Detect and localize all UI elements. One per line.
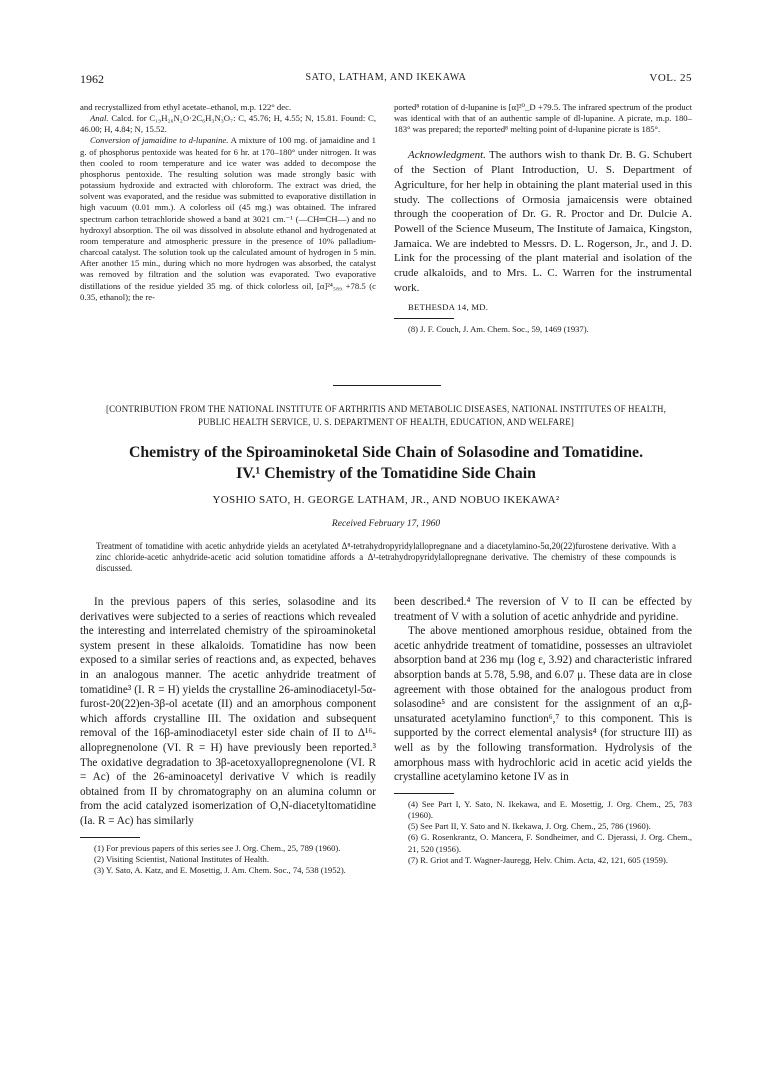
footnote: (4) See Part I, Y. Sato, N. Ikekawa, and E. Mosettig, J. Org. Chem., 25, 783 (1960). [408,798,692,820]
location-line: BETHESDA 14, MD. [408,301,489,312]
paragraph [80,113,376,135]
running-authors: SATO, LATHAM, AND IKEKAWA [305,72,467,83]
paragraph [80,135,376,302]
article-separator [333,385,441,386]
title-line: IV.¹ Chemistry of the Tomatidine Side Chain [236,464,536,482]
footnote-rule [394,793,454,794]
contribution-text: PUBLIC HEALTH SERVICE, U. S. DEPARTMENT OF HEALTH, EDUCATION, AND WELFARE] [198,417,574,428]
run-in-label: Conversion of jamaidine to d-lupanine. [90,135,229,146]
received-date: Received February 17, 1960 [331,519,441,529]
footnote: (7) R. Griot and T. Wagner-Jauregg, Helv. Chim. Acta, 42, 121, 605 (1959). [408,854,668,865]
footnote: (6) G. Rosenkrantz, O. Mancera, F. Sondheimer, and C. Djerassi, J. Org. Chem., 21, 520 (1956). [408,832,692,854]
abstract: Treatment of tomatidine with acetic anhydride yields an acetylated Δ⁸-tetrahydropyridylallopregnane and a diacetylamino-5α,20(22)furostene derivative. With a zinc chloride-acetic anhydride-acetic acid solution tomatidine affords a Δ¹-tetrahydropyridylallopregnane derivative. The chemistry of these compounds is discussed. [96,541,676,574]
footnote: (1) For previous papers of this series see J. Org. Chem., 25, 789 (1960). [94,842,341,853]
footnote-rule [394,318,454,319]
contribution-line [80,403,692,430]
body-left-column [80,595,376,876]
footnote: (5) See Part II, Y. Sato and N. Ikekawa, J. Org. Chem., 25, 786 (1960). [408,821,651,832]
footnote: (8) J. F. Couch, J. Am. Chem. Soc., 59, 1469 (1937). [408,323,589,334]
footnote: (2) Visiting Scientist, National Institutes of Health. [94,853,269,864]
paragraph: ported⁸ rotation of d-lupanine is [α]²⁰_D +79.5. The infrared spectrum of the product was identical with that of an authentic sample of dl-lupanine. A picrate, m.p. 180–183° was prepared; the reported⁸ melting point of d-lupanine picrate is 185°. [394,102,692,135]
article-title [80,443,692,484]
paragraph: and recrystallized from ethyl acetate–ethanol, m.p. 122° dec. [80,102,292,112]
acknowledgment-text: The authors wish to thank Dr. B. G. Schubert of the Section of Plant Introduction, U. S. Department of Agriculture, for her help in obtaining the plant material used in this study. The collections of Ormosia jamaicensis were obtained through the cooperation of Dr. G. R. Proctor and Dr. Dulcie A. Powell of the Science Museum, The Institute of Jamaica, Kingston, Jamaica. We are indebted to Messrs. D. L. Rogerson, Jr., and J. D. Link for the processing of the plant material and isolation of the crude alkaloids, and to Mrs. L. C. Warren for the instrumental work. [394,149,692,294]
footnote: (3) Y. Sato, A. Katz, and E. Mosettig, J. Am. Chem. Soc., 74, 538 (1952). [94,864,346,875]
running-header [80,72,692,88]
paragraph-text: A mixture of 100 mg. of jamaidine and 1 g. of phosphorus pentoxide was heated for 6 hr. at 170–180° under nitrogen. It was then cooled to room temperature and ice water was added to decompose the phosphorus pentoxide. The resulting solution was made strongly basic with potassium hydroxide and extracted with chloroform. The extract was dried, the solvent was evaporated, and the residue was submitted to evaporative distillation in high vacuum (0.01 mm.). A colorless oil (45 mg.) was obtained. The infrared spectrum carbon tetrachloride showed a band at 3021 cm.⁻¹ (—CH═CH—) and no hydroxyl absorption. The oil was dissolved in absolute ethanol and hydrogenated at room temperature and atmospheric pressure in the presence of 10% palladium-charcoal catalyst. The solution took up the calculated amount of hydrogen in 5 min. After another 15 min., during which no more hydrogen was absorbed, the catalyst was removed by filtration and the solution was evaporated. Two evaporative distillations of the residue yielded 35 mg. of thick colorless oil, [α]²⁴₅₈₉ +78.5 (c 0.35, ethanol); the re- [80,135,376,302]
paragraph-text: Calcd. for C₁₉H₂₆N₂O·2C₆H₃N₃O₇: C, 45.76; H, 4.55; N, 15.81. Found: C, 46.00; H, 4.84; N, 15.52. [80,113,377,135]
prev-article-left-column [80,102,376,303]
run-in-label: Acknowledgment. [408,149,486,162]
title-line: Chemistry of the Spiroaminoketal Side Chain of Solasodine and Tomatidine. [128,444,644,461]
acknowledgment [394,148,692,295]
prev-article-right-column [394,102,692,335]
paragraph: been described.⁴ The reversion of V to II can be effected by treatment of V with a solution of acetic anhydride and pyridine. [394,596,692,623]
paragraph: In the previous papers of this series, solasodine and its derivatives were subjected to a series of reactions which revealed the interesting and interrelated chemistry of the spiroaminoketal system present in these alkaloids. Tomatidine has now been exposed to a similar series of reactions and, as expected, behaves in an analogous manner. The acetic anhydride treatment of tomatidine³ (I. R = H) yields the crystalline 26-aminodiacetyl-5α-furost-20(22)en-3β-ol acetate (II) and an amorphous component which affords crystalline III. The oxidation and subsequent removal of the 16β-aminodiacetyl ester side chain of II to Δ¹⁶-allopregnenolone (VI. R = H) have previously been reported.³ The oxidative degradation to 3β-acetoxyallopregnenolone (VI. R = Ac) of the 26-aminoacetyl derivative V which is readily obtained from II by chromatography on an alumina column or from the acid catalyzed isomerization of O,N-diacetyltomatidine (Ia. R = Ac) has similarly [80,596,376,827]
run-in-label: Anal. [90,113,109,124]
paragraph: The above mentioned amorphous residue, obtained from the acetic anhydride treatment of tomatidine, possesses an ultraviolet absorption band at 236 mμ (log ε, 3.92) and characteristic infrared absorption bands at 5.78, 5.98, and 6.07 μ. These data are in close agreement with those obtained for the analogous product from solasodine⁵ and are consistent for the assignment of an α,β-unsaturated acetylamino function⁶,⁷ to this component. This is supported by the correct elemental analysis⁴ (for structure III) as well as by the following transformation. Hydrolysis of the amorphous mass with hydrochloric acid in acetic acid yields the crystalline acetylamino ketone IV as in [394,625,692,784]
page-number: 1962 [80,72,104,86]
contribution-text: [CONTRIBUTION FROM THE NATIONAL INSTITUTE OF ARTHRITIS AND METABOLIC DISEASES, NATIONAL INSTITUTES OF HEALTH, [106,404,666,414]
volume-label: VOL. 25 [649,72,692,84]
article-authors: YOSHIO SATO, H. GEORGE LATHAM, JR., AND NOBUO IKEKAWA² [212,494,560,506]
body-right-column [394,595,692,866]
footnote-rule [80,837,140,838]
